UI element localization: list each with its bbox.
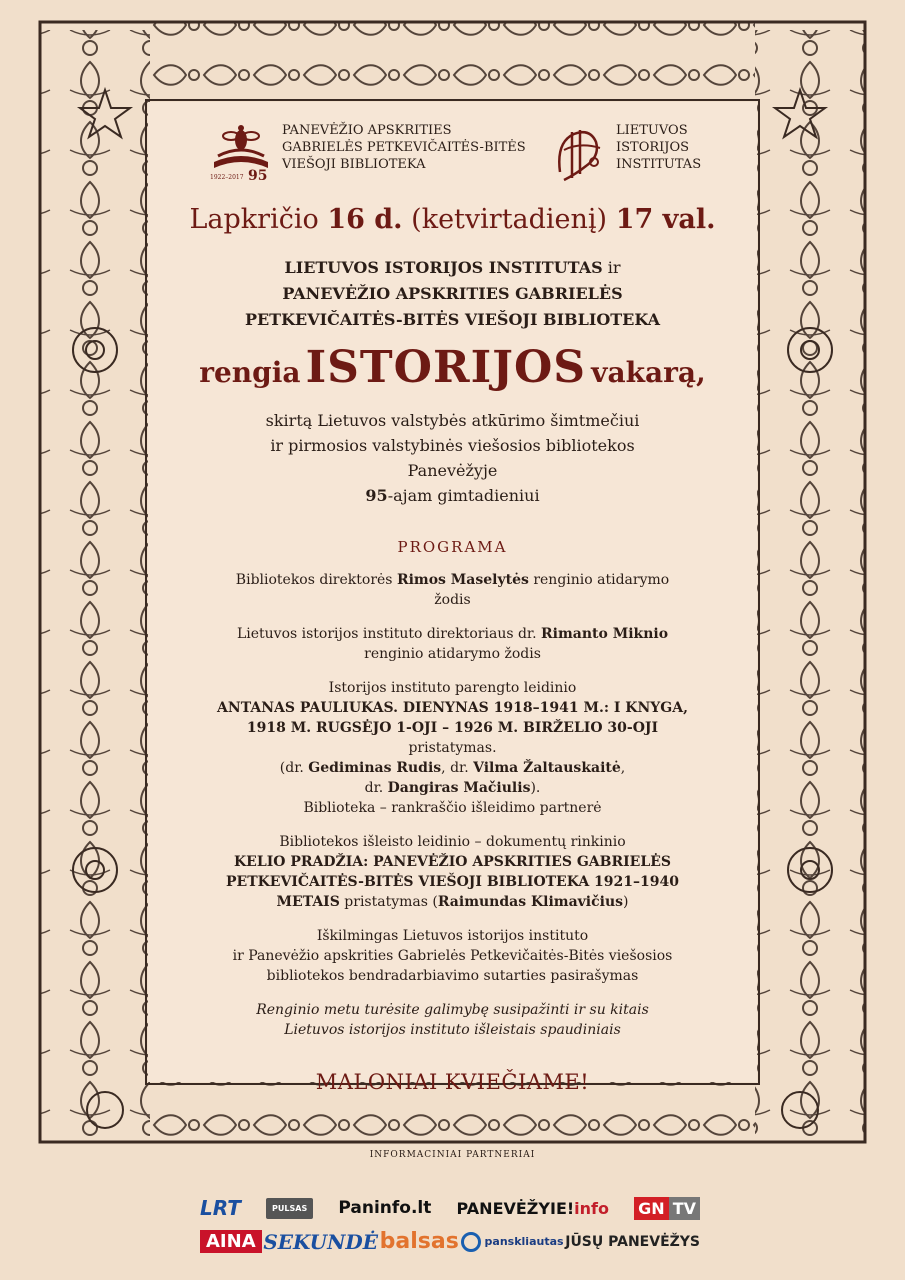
organizer-conjunction: ir xyxy=(602,258,621,277)
dedication-number: 95 xyxy=(365,486,388,505)
organizer-line xyxy=(150,307,755,333)
library-name-line: PANEVĖŽIO APSKRITIES xyxy=(282,123,452,138)
publication-title: ANTANAS PAULIUKAS. DIENYNAS 1918–1941 M.: I KNYGA, xyxy=(217,700,688,716)
event-date xyxy=(150,204,755,235)
headline xyxy=(150,342,755,393)
dedication-tail: -ajam gimtadieniui xyxy=(387,486,540,505)
institute-name xyxy=(616,122,701,173)
program-text: Lietuvos istorijos instituto direktoriaus dr. xyxy=(236,626,541,642)
partner-logo-pulsas: PULSAS xyxy=(266,1198,313,1219)
dedication-line: skirtą Lietuvos valstybės atkūrimo šimtmečiui xyxy=(265,411,640,430)
library-anniversary-number: 95 xyxy=(248,168,268,184)
organizers xyxy=(150,255,755,333)
program-list xyxy=(160,570,745,1040)
partner-logo-gntv xyxy=(634,1199,700,1218)
note-line: Lietuvos istorijos instituto išleistais spaudiniais xyxy=(284,1022,621,1038)
program-person: Raimundas Klimavičius xyxy=(437,894,624,910)
partner-logo-text: panskliautas xyxy=(484,1235,564,1248)
program-person: Dangiras Mačiulis xyxy=(387,780,531,796)
partner-logo-text: GN xyxy=(634,1197,669,1220)
library-name-line: GABRIELĖS PETKEVIČAITĖS-BITĖS xyxy=(282,140,526,155)
library-years: 1922–2017 xyxy=(210,174,244,181)
date-time: 17 val. xyxy=(615,204,716,235)
partner-logo-text: info xyxy=(574,1198,609,1218)
program-text: renginio atidarymo xyxy=(528,572,670,588)
institute-monogram-icon xyxy=(550,122,608,184)
program-text: , dr. xyxy=(441,760,474,776)
publication-title: PETKEVIČAITĖS-BITĖS VIEŠOJI BIBLIOTEKA 1921–1940 xyxy=(226,874,679,890)
program-text: renginio atidarymo žodis xyxy=(364,646,541,662)
program-item xyxy=(160,624,745,664)
organizer-line xyxy=(150,281,755,307)
organizer-name: PETKEVIČAITĖS-BITĖS VIEŠOJI BIBLIOTEKA xyxy=(244,310,661,329)
program-text: , xyxy=(620,760,626,776)
dedication-line xyxy=(150,483,755,508)
organizer-line xyxy=(150,255,755,281)
bee-book-icon xyxy=(210,122,272,188)
program-text: pristatymas. xyxy=(408,740,497,756)
program-person: Rimanto Miknio xyxy=(541,626,669,642)
program-text: Istorijos instituto parengto leidinio xyxy=(328,680,577,696)
partners-title: INFORMACINIAI PARTNERIAI xyxy=(369,1150,536,1160)
date-day: 16 d. xyxy=(327,204,403,235)
institute-name-line: ISTORIJOS xyxy=(616,140,690,155)
partner-logo-text: PANEVĖŽYIE xyxy=(456,1198,567,1218)
program-text: pristatymas ( xyxy=(339,894,438,910)
partner-logo-panevezys-info: PANEVĖŽYIE!info xyxy=(456,1198,609,1218)
program-title: PROGRAMA xyxy=(397,538,508,556)
publication-title: 1918 M. RUGSĖJO 1-OJI – 1926 M. BIRŽELIO 30-OJI xyxy=(246,720,659,736)
publication-title: METAIS xyxy=(276,894,340,910)
institute-name-line: INSTITUTAS xyxy=(616,157,702,172)
institute-name-line: LIETUVOS xyxy=(616,123,688,138)
organizer-name: LIETUVOS ISTORIJOS INSTITUTAS xyxy=(284,258,603,277)
program-text: (dr. xyxy=(279,760,309,776)
program-text: Bibliotekos direktorės xyxy=(235,572,397,588)
partner-logo-paninfo: Paninfo.lt xyxy=(338,1198,432,1218)
program-person: Rimos Maselytės xyxy=(396,572,529,588)
note-line: Renginio metu turėsite galimybę susipažinti ir su kitais xyxy=(256,1002,649,1018)
partner-logo-lrt: LRT xyxy=(200,1196,241,1220)
program-item xyxy=(160,926,745,986)
dedication-line: Panevėžyje xyxy=(407,461,498,480)
program-item xyxy=(160,570,745,610)
program-person: Gediminas Rudis xyxy=(308,760,442,776)
dedication xyxy=(150,408,755,508)
program-person: Vilma Žaltauskaitė xyxy=(473,760,621,776)
headline-pre: rengia xyxy=(199,356,301,389)
program-text: žodis xyxy=(434,592,471,608)
partners-row xyxy=(200,1229,700,1254)
program-text: Iškilmingas Lietuvos istorijos instituto xyxy=(316,928,589,944)
headline-main: ISTORIJOS xyxy=(305,342,587,393)
partners-row xyxy=(200,1196,700,1220)
program-text: ). xyxy=(530,780,541,796)
date-weekday: (ketvirtadienį) xyxy=(411,204,608,235)
program-text: Bibliotekos išleisto leidinio – dokumentų rinkinio xyxy=(279,834,626,850)
library-name xyxy=(282,122,526,173)
invitation: MALONIAI KVIEČIAME! xyxy=(315,1070,590,1094)
organizer-name: PANEVĖŽIO APSKRITIES GABRIELĖS xyxy=(282,284,623,303)
poster-content xyxy=(150,110,755,1130)
library-name-line: VIEŠOJI BIBLIOTEKA xyxy=(282,157,426,172)
partner-logo-sekunde: SEKUNDĖ xyxy=(263,1229,378,1254)
headline-post: vakarą, xyxy=(591,356,706,389)
partner-logo-text: TV xyxy=(669,1197,700,1220)
partner-logo-jusu-panevezys: JŪSŲ PANEVĖŽYS xyxy=(565,1233,700,1250)
dedication-line: ir pirmosios valstybinės viešosios bibliotekos xyxy=(270,436,635,455)
partner-logo-balsas: balsas xyxy=(379,1229,459,1254)
partner-logo-panskliautas xyxy=(461,1232,564,1252)
program-item xyxy=(160,832,745,912)
program-text: dr. xyxy=(364,780,388,796)
program-text: ir Panevėžio apskrities Gabrielės Petkevičaitės-Bitės viešosios xyxy=(232,948,673,964)
date-month: Lapkričio xyxy=(189,204,319,235)
program-text: ) xyxy=(623,894,629,910)
program-note xyxy=(160,1000,745,1040)
partner-logo-aina: AINA xyxy=(200,1230,262,1253)
program-text: bibliotekos bendradarbiavimo sutarties pasirašymas xyxy=(266,968,639,984)
panskliautas-circle-icon xyxy=(461,1232,481,1252)
program-item xyxy=(160,678,745,818)
library-logo xyxy=(210,122,526,188)
publication-title: KELIO PRADŽIA: PANEVĖŽIO APSKRITIES GABRIELĖS xyxy=(234,854,671,870)
program-text: Biblioteka – rankraščio išleidimo partnerė xyxy=(303,800,602,816)
institute-logo xyxy=(550,122,701,184)
